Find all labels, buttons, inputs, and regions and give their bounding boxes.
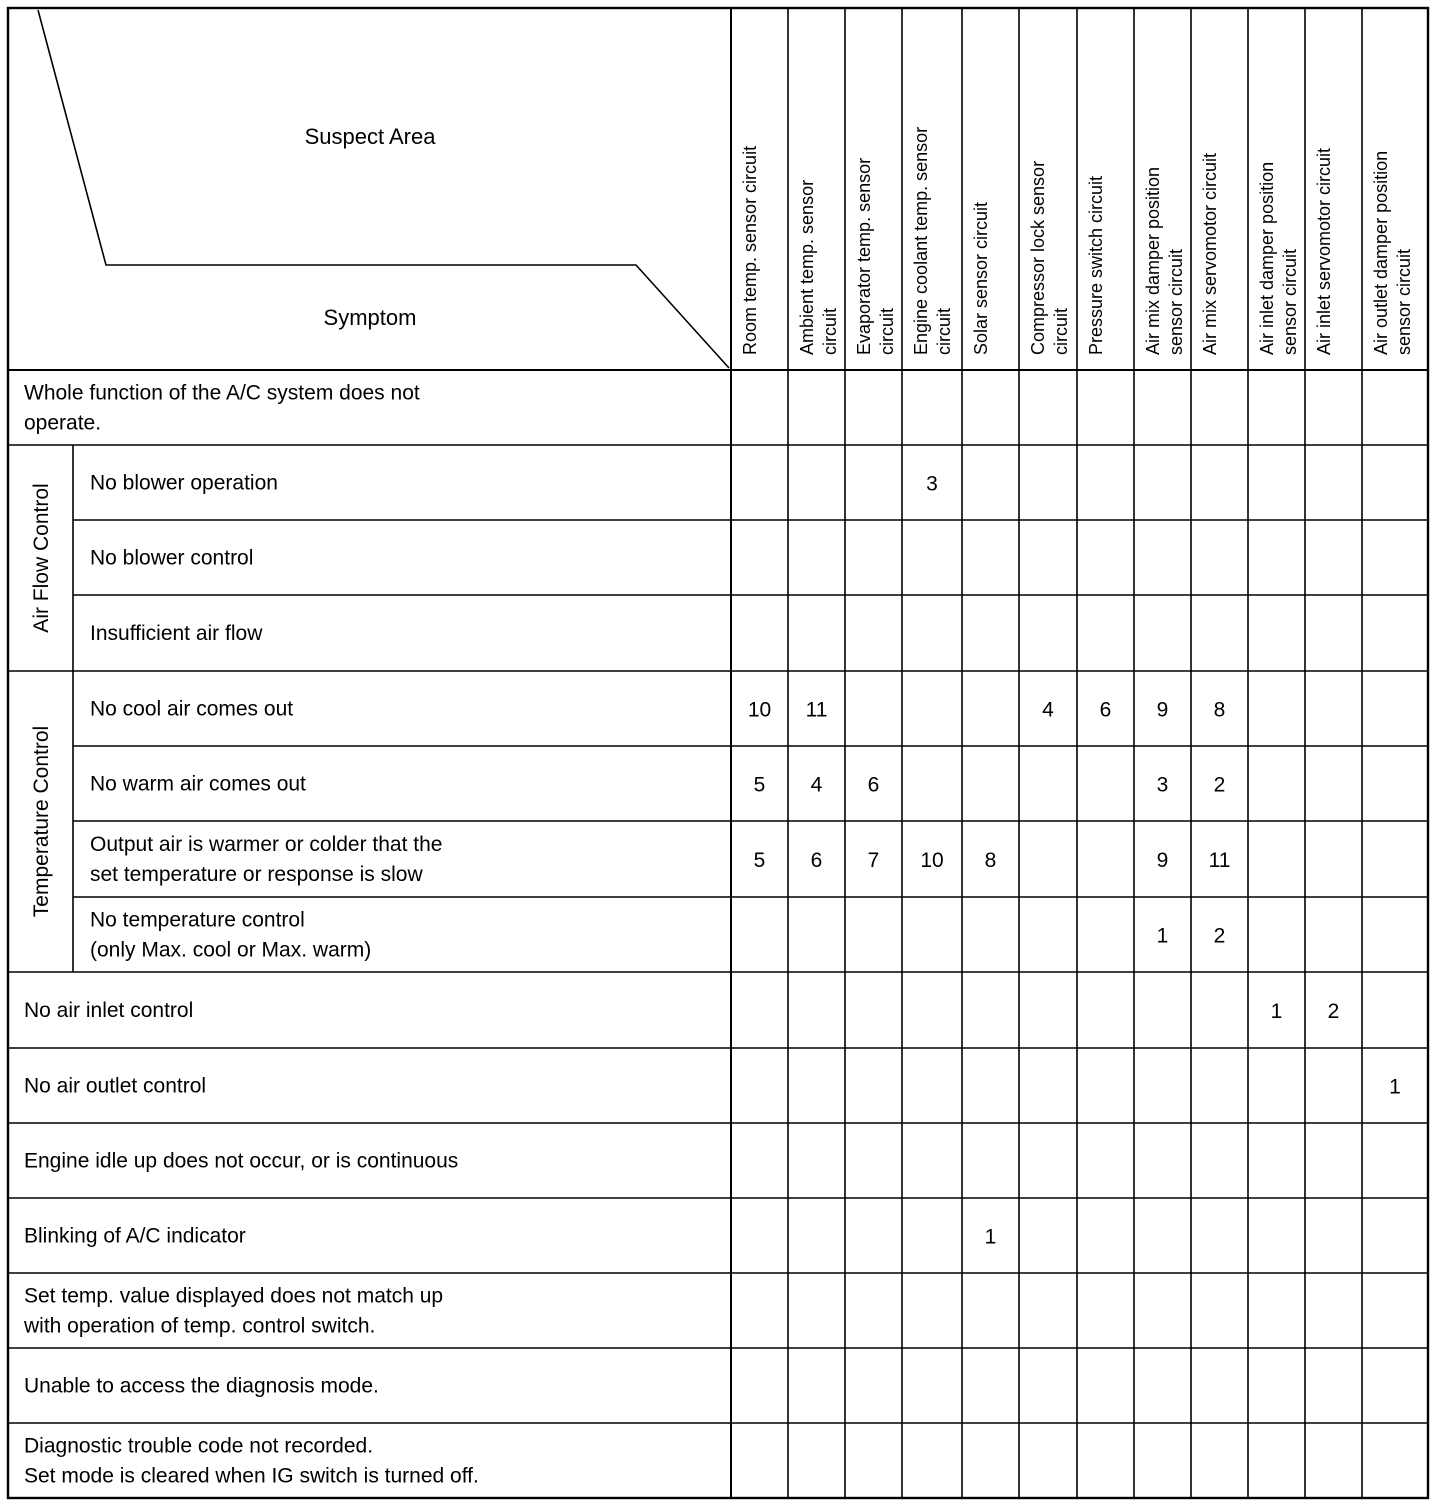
priority-value: 3 <box>926 472 938 496</box>
symptom-label: Output air is warmer or colder that the <box>90 833 443 856</box>
column-header: circuit <box>877 307 897 355</box>
priority-value: 9 <box>1156 849 1169 872</box>
symptom-label: (only Max. cool or Max. warm) <box>90 938 372 962</box>
priority-value: 1 <box>1389 1075 1401 1099</box>
priority-value: 4 <box>1042 698 1054 722</box>
column-header: Room temp. sensor circuit <box>740 145 760 355</box>
column-header: sensor circuit <box>1166 248 1186 355</box>
symptom-label: Symptom <box>323 305 417 330</box>
priority-value: 3 <box>1156 773 1169 797</box>
priority-value: 1 <box>1270 1000 1283 1023</box>
column-header: Engine coolant temp. sensor <box>911 126 931 355</box>
symptom-label: Whole function of the A/C system does not <box>24 381 420 405</box>
column-header: Ambient temp. sensor <box>797 179 817 355</box>
priority-value: 9 <box>1156 698 1169 722</box>
priority-value: 1 <box>984 1225 997 1249</box>
symptom-label: with operation of temp. control switch. <box>24 1314 376 1338</box>
symptom-label: operate. <box>24 411 102 435</box>
symptom-label: Set mode is cleared when IG switch is turned off. <box>24 1464 479 1488</box>
symptom-label: No blower control <box>90 546 254 570</box>
symptom-label: set temperature or response is slow <box>90 863 423 886</box>
symptom-label: Insufficient air flow <box>90 622 263 645</box>
symptom-label: No air inlet control <box>24 999 194 1022</box>
priority-value: 2 <box>1213 773 1226 797</box>
column-header: Air inlet damper position <box>1257 161 1277 355</box>
priority-value: 11 <box>805 698 828 722</box>
priority-value: 6 <box>810 849 823 872</box>
priority-value: 6 <box>867 773 880 797</box>
table-labels <box>23 124 1414 1488</box>
column-header: Air mix servomotor circuit <box>1200 152 1220 355</box>
symptom-label: Diagnostic trouble code not recorded. <box>24 1434 374 1458</box>
column-header: Air inlet servomotor circuit <box>1314 147 1334 355</box>
column-header: Air mix damper position <box>1143 166 1163 355</box>
priority-value: 4 <box>810 773 823 797</box>
column-header: Pressure switch circuit <box>1086 175 1106 355</box>
priority-value: 8 <box>1213 698 1226 722</box>
priority-value: 10 <box>747 698 772 722</box>
group-label: Air Flow Control <box>30 483 53 633</box>
column-header: circuit <box>934 307 954 355</box>
priority-value: 1 <box>1156 924 1169 948</box>
group-label: Temperature Control <box>30 725 53 918</box>
symptom-label: Engine idle up does not occur, or is continuous <box>24 1149 459 1173</box>
column-header: circuit <box>1051 307 1071 355</box>
column-header: circuit <box>820 307 840 355</box>
symptom-label: No temperature control <box>90 908 305 932</box>
column-header: sensor circuit <box>1394 248 1414 355</box>
priority-value: 11 <box>1208 849 1231 872</box>
priority-value: 5 <box>753 849 766 872</box>
column-header: Compressor lock sensor <box>1028 160 1048 355</box>
column-header: Evaporator temp. sensor <box>854 157 874 355</box>
priority-value: 6 <box>1099 698 1112 722</box>
symptom-label: No air outlet control <box>24 1074 207 1098</box>
symptom-label: No warm air comes out <box>90 772 306 796</box>
priority-value: 2 <box>1327 1000 1340 1023</box>
priority-value: 5 <box>753 773 766 797</box>
column-header: Air outlet damper position <box>1371 150 1391 355</box>
priority-value: 7 <box>867 849 880 872</box>
column-header: Solar sensor circuit <box>971 201 991 355</box>
priority-value: 2 <box>1213 924 1226 948</box>
symptom-label: Set temp. value displayed does not match up <box>24 1284 444 1308</box>
symptom-label: Blinking of A/C indicator <box>24 1224 246 1248</box>
priority-value: 10 <box>920 849 944 872</box>
suspect-area-label: Suspect Area <box>304 124 436 149</box>
symptom-label: Unable to access the diagnosis mode. <box>24 1374 379 1398</box>
symptom-label: No blower operation <box>90 471 278 495</box>
priority-value: 8 <box>984 849 997 872</box>
column-header: sensor circuit <box>1280 248 1300 355</box>
symptom-label: No cool air comes out <box>90 697 294 721</box>
